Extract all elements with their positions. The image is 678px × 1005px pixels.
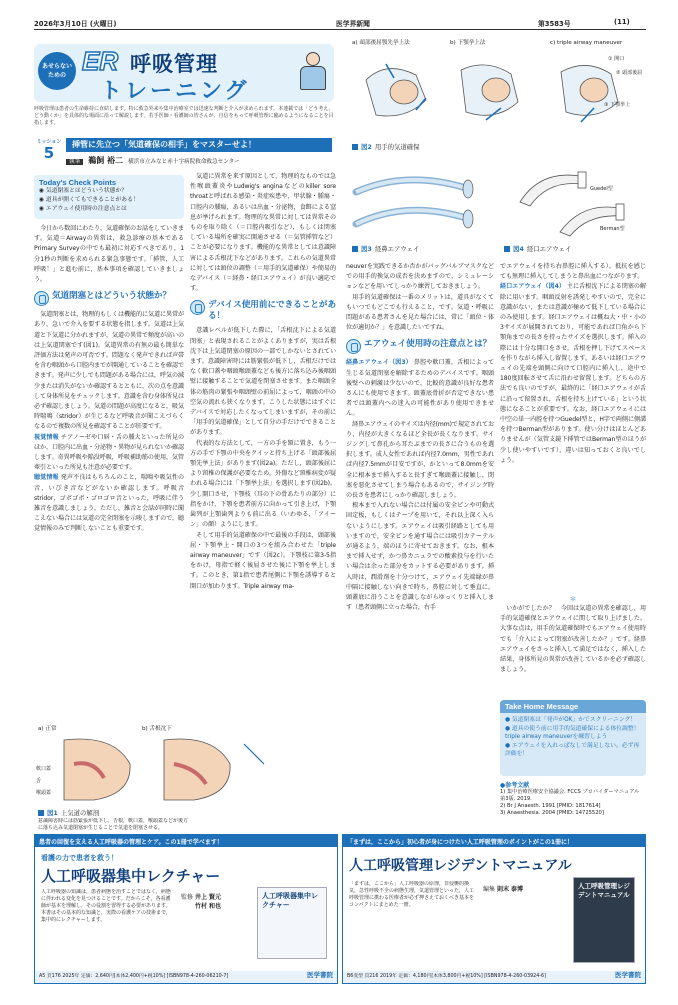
paragraph-listen: 聴覚情報 発声不良はもちろんのこと，喘鳴や吸気性の音，いびき音などがないか確認します。呼吸音stridor，ゴボゴボ・ゴロゴロ音といった，呼吸に伴う雑音を意識しましょう。ただし，雑音と会話が同時に聞こえない場合には気道の完全閉塞を示唆しますので，聴覚情報のみで判断しないことも重要です。 <box>34 474 184 533</box>
title-line2: トレーニング <box>100 79 250 104</box>
fig3-drawing <box>346 162 496 242</box>
ad-right-title: 人工呼吸管理レジデントマニュアル <box>349 858 572 874</box>
paragraph: 意識レベルが低下した際に，「舌根沈下による気道閉塞」と表現されることがよくありますが，実は舌根沈下は上気道閉塞の原因の一部でしかないとされています。意識障害時には筋緊張が低下し，舌根だけではなく軟口蓋や咽頭喉頭蓋なども後方に落ち込み後咽頭壁に接触することで気道を閉塞させます。また咽頭全体の筋肉の緊張や咽頭壁の前屈によって，咽頭の中の空気の流れも狭くなります。こうした状態にはすぐにデバイスで対応したくなってしまいますが，その前に「用手的気道確保」として自分の手だけでできることがあります。 <box>190 327 336 437</box>
paragraph-look: 視覚情報 チアノーゼや口唇・舌の腫大といった所見のほか，口腔内に出血・分泌物・異物が見られないか確認します。奇異呼吸や陥没呼吸，呼吸補助筋の使用，気管牽引といった所見も注意が必要です。 <box>34 433 184 472</box>
ad-right-body: 「まずは，ここから」人工呼吸器の原理，非侵襲的換気，急性呼吸不全の病態生理，気道管理といった，人工呼吸管理に携わる医療者が必ず押さえておくべき基本をコンパクトにまとめた一冊。 <box>349 881 475 908</box>
author-affiliation: 横浜市立みなと赤十字病院救命救急センター <box>128 159 240 165</box>
page-number: (11) <box>614 18 630 26</box>
fig2-drawing <box>346 50 646 140</box>
series-header <box>34 44 334 102</box>
ad-right-footer: B6変型 頁216 2019年 定価：4,180円[本体3,800円+税10%] [ISBN978-4-260-03924-6] 医学書院 <box>343 971 645 983</box>
fig2-caption <box>352 142 420 151</box>
ad-left[interactable] <box>34 834 338 984</box>
section-heading-1: 気道閉塞とはどういう状態か？ <box>34 291 184 306</box>
fig2-annotation-3: ③ 下顎挙上 <box>604 102 631 108</box>
paragraph-oral: 経口エアウェイ（図4） 主に舌根沈下による閉塞の解除に用います。咽頭反射を誘発しやすいので，完全に意識がない，または意識が極めて低下している場合にのみ使用します。経口エアウェイは概ね大・中・小の3サイズが展開されており，可能であれば口角から下顎角までの長さを持ったサイズを選択します。挿入の際には十分な開口をさせ，舌根を押し下げてスペースを作りながら挿入し留置します。あるいは経口エアウェイの先端を頭側に向けて口腔内に挿入し，途中で180度回転させて舌に沿わせ留置します。どちらの方法でも良いのですが，最終的に「経口エアウェイが舌に沿って留置され，舌根を持ち上げている」という状態になることが重要です。なお，経口エアウェイには中空の単一内腔を持つGuedel型と，H字で両側に側溝を持つBerman型があります。使い分けはほとんどありませんが（気管支鏡下挿管ではBerman型のほうが少し使いやすいです），違いは知っておくと良いでしょう。 <box>500 283 646 464</box>
title-main: 呼吸管理 <box>130 52 218 76</box>
ad-right-book-cover <box>573 877 635 963</box>
issue-number: 第3583号 <box>538 20 571 28</box>
fig1-name: 上気道の解剖 <box>60 809 100 817</box>
fig4-label-guedel: Guedel型 <box>590 186 613 192</box>
reference-item: 1) 集中治療医療安全協議会. FCCS プロバイダーマニュアル 第3版. 2019. <box>500 789 640 802</box>
fig2-name: 用手的気道確保 <box>374 143 420 151</box>
ad-left-book-cover <box>257 887 327 959</box>
paper-name: 医学界新聞 <box>336 20 370 28</box>
fig1-label-b: b) 舌根沈下 <box>142 726 172 732</box>
masthead <box>34 16 646 30</box>
fig4-label-berman: Berman型 <box>600 226 625 232</box>
take-home-item: ● 道具の使う前に用手的気道確保による体位調整！triple airway maneuverを練習しよう <box>505 725 640 740</box>
ad-left-banner: 患者の回復を支える人工呼吸器の管理とケア。この1冊で学べます！ <box>35 835 337 847</box>
section-heading-2: デバイス使用前にできることがある！ <box>190 300 336 322</box>
paragraph: 経鼻エアウェイのサイズは内径(mm)で規定されており，内径が大きくなるほど全長が長くなります。サイジングして鼻孔から耳たぶまでの長さに合うものを選択します。成人女性であれば内径7.0mm，男性であれば内径7.5mmが目安ですが，かといって8.0mmを安全に根本まで挿入すると長すぎて喉頭蓋に接触し，閉塞を悪化させてしまう場合もあるので，サイジング時の長さを患者にしっかり確認しましょう。 <box>346 420 494 500</box>
take-home-item: ● 気道閉塞は「発声がOK」かでスクリーニング！ <box>505 717 637 723</box>
fig2-panel-c-label: c) triple airway maneuver <box>550 40 623 46</box>
closing-divider: ＊ <box>569 595 577 603</box>
fig1-caption-title <box>38 808 99 817</box>
author-role: 執筆 <box>66 159 83 165</box>
check-point-item: ◉ 気道閉塞とはどういう状態か？ <box>39 188 128 194</box>
paragraph: 根本まで入れない場合には付属の安全ピンや可動式固定板，もしくはテープを用いて，それ以上深く入らないようにします。エアウェイは吸引経路としても用いますので，安全ピンを通す場合には吸引カテーテルが通るよう，端のほうに寄せておきます。なお，根本まで挿入せず，かつ鼻カニュラでの酸素投与を行いたい場合は余った部分をカットする必要があります。挿入時は，潤滑剤を十分つけて，エアウェイ先端縁が鼻中隔に接触しない向きで時ち，鼻腔に対して垂直に，頭蓋底に沿うことを意識しながらゆっくりと挿入します（患者頭側に立った場合，右手 <box>346 502 494 612</box>
ad-left-editors: 監修 井上 賢元 竹村 和也 <box>181 894 222 910</box>
ad-left-body: 人工呼吸器の知識は，患者病態を治すことではなく，病態に伴われる変化を見つけることです。だからこそ，各看護師が基本を理解し，その役割を習得する必要があります。本書はその基本的な知識と，実際の看護ケアの技術まで，集中的にレクチャーします。 <box>41 889 171 923</box>
fig4-number: 図4 <box>513 245 524 253</box>
paragraph: neuverを実践できるか否かがバッグバルブマスクなどでの用手的換気の成否を決めますので，シミュレーションなどを用いてしっかり練習しておきましょう。 <box>346 263 494 291</box>
fig1-label-a: a) 正常 <box>38 726 57 732</box>
mission-title: 挿管に先立つ「気道確保の相手」をマスターせよ！ <box>66 138 332 152</box>
figure-4 <box>500 162 646 257</box>
column-3-body <box>346 262 494 828</box>
take-home-box <box>500 700 646 776</box>
fig2-number: 図2 <box>361 143 372 151</box>
section-heading-3: エアウェイ使用時の注意点とは？ <box>346 339 494 354</box>
reference-item: 2) Br J Anaesth. 1991 [PMID: 1817614] <box>500 803 601 809</box>
fig3-name: 経鼻エアウェイ <box>374 245 420 253</box>
fig1-caption-text: 意識障害時には筋緊張が低下し，舌根，軟口蓋，喉頭蓋などが後方に落ち込み気道閉塞が生じることで気道を閉塞させる。 <box>38 818 188 831</box>
fig2-annotation-1: ① 開口 <box>608 56 625 62</box>
fig3-caption <box>352 244 419 253</box>
paragraph: そして用手的気道確保の中で最後の手段は，頭部後屈・下顎挙上・開口の3つを組み合わせた「triple airway maneuver」です（図2c）。下顎枝に第3-5指をかけ，母指で軽く後屈させた後に下顎を挙上します。このとき，第1指で患者尾側に下顎を誘導すると開口が加わります。Triple airway ma- <box>190 531 336 590</box>
fig1-label-tongue: 舌 <box>36 778 42 784</box>
column-1-body <box>34 224 184 724</box>
fig1-label-epiglottis: 喉頭蓋 <box>36 790 52 796</box>
lead-paragraph: 今日から数回にわたり，気道確保のお話をしていきます。気道＝Airwayの異常は，救急診療の基本であるPrimary Surveyの中でも最初に対応すべきであり，1分1秒の判断を求められる緊急事態です。「挿管，人工呼吸！」と進む前に，基本事項を確認していきましょう。 <box>34 225 184 284</box>
check-points-box <box>34 175 184 219</box>
ad-left-publisher: 医学書院 <box>307 971 333 979</box>
paragraph: 気道閉塞とは，物理的もしくは機能的に気道に異常があり，急いで介入を要する状態を指します。気道は上気道と下気道に分かれますが，気道の異常で頻度が高いのは上気道閉塞です(図1)。気道異常の有無の最も簡単な評価方法は発声の可否です。問題なく発声できれば声帯を含む咽頭から口腔内までが開通していることを確認できます。発声に少しでも問題がある場合には，呼気の減少または消失がないか確認するとともに，次の点を意識して身体所見をチェックします。意識を含む身体所見は必ず確認しましょう。気道の問題が高度になると，吸気時喘鳴（stridor）が生じるなど呼吸音が聞こえづらくなるので複数の所見を確認することが肝要です。 <box>34 311 184 431</box>
ad-right-banner: 「まずは，ここから」初心者が身につけたい人工呼吸管理のポイントがこの1冊に！ <box>343 835 645 847</box>
fig2-panel-b-label: b) 下顎挙上法 <box>450 40 486 46</box>
device-icon <box>190 300 205 315</box>
ad-left-footer: A5 頁176 2025年 定価：2,640円[本体2,400円+税10%] [ISBN978-4-260-06210-7] 医学書院 <box>35 971 337 983</box>
fig3-number: 図3 <box>361 245 372 253</box>
paragraph: でエアウェイを持ち右鼻腔に挿入する）。抵抗を感じても無理に挿入してしまうと鼻出血につながります。 <box>500 263 646 281</box>
column-2-body <box>190 172 336 828</box>
check-point-item: ◉ エアウェイ使用時の注意点とは <box>39 206 127 212</box>
check-point-item: ◉ 道具が開くてもできることがある！ <box>39 197 139 203</box>
fig4-name: 経口エアウェイ <box>526 245 572 253</box>
mission-bar <box>34 138 334 172</box>
column-4-body <box>500 262 646 592</box>
series-title <box>82 46 332 104</box>
figure-3 <box>346 162 496 257</box>
ad-left-kicker: 看護の力で患者を救う！ <box>41 854 118 862</box>
paragraph-nasal: 経鼻エアウェイ（図3） 鼻腔や軟口蓋，舌根によって生じる気道閉塞を解除するためのデバイスです。咽頭後壁への刺激は少ないので，比較的意識が良好な患者さんにも使用できます。頭蓋底骨折が否定できない患者では頭蓋内への迷入の可能性があり使用できません。 <box>346 359 494 418</box>
figure-2 <box>346 40 646 155</box>
reference-item: 3) Anaesthesia. 2004 [PMID: 14725520] <box>500 810 604 816</box>
series-tag: あせらない ための <box>41 63 72 79</box>
series-tag-badge <box>38 52 76 90</box>
fig4-caption <box>504 244 571 253</box>
airway-icon <box>346 339 361 354</box>
ad-right-editors: 編集 則末 泰博 <box>483 886 524 893</box>
fig2-panel-a-label: a) 頭部後屈顎先挙上法 <box>352 40 410 46</box>
author-line <box>66 155 332 167</box>
closing-paragraph: いかがでしたか？ 今回は気道の異常を確認し，用手的気道確保とエアウェイに関して取り上げました。大事な点は，用手的気道確保時でもエアウェイ使用時でも「介入によって閉塞が改善したか？」です。経鼻エアウェイをさっと挿入して満足ではなく，挿入した結果，身体所見の異常が改善しているかを必ず確認しましょう。 <box>500 605 646 674</box>
title-er: ER <box>82 46 119 76</box>
paragraph: 代表的な方法として，一方の手を額に置き，もう一方の手で下顎の中央をクイッと持ち上げる「頭部後屈顎先挙上法」があります(図2a)。ただし，頭部後屈により頸椎の保護が必要なため，外傷など頸椎病変が疑われる場合には「下顎挙上法」を選択します(図2b)。少し開口させ，下顎枝（耳の下の骨あたりの部分）に指をかけ，下顎を患者前方に向かって引き上げ，下顎歯列が上顎歯列よりも前に出る（いわゆる，「アイーン」の顔）ようにします。 <box>190 439 336 529</box>
ad-right-publisher: 医学書院 <box>615 971 641 979</box>
ad-right[interactable] <box>342 834 646 984</box>
mission-badge <box>34 138 64 168</box>
paragraph: 気道に異常を来す原因として，物理的なものでは急性喉頭蓋炎やLudwig's anginaなどのkiller sore throatと呼ばれる感染・炎症疾患や，甲状腺・腫瘍・口腔内の腫瘍，あるいは出血・分泌物，食餌による窒息が挙げられます。物理的な異常に対しては異常そのものを取り除く（＝口腔内吸引など），もしくは閉塞している場所を確実に開通させる（＝気管挿管など）ことが必要になります。機能的な異常としては意識障害による舌根沈下などがあります。これらの気道異常に対しては頭位の調整（＝用手的気道確保）や簡易的なデバイス（＝経鼻・経口エアウェイ）が良い適応です。 <box>190 173 336 293</box>
lung-icon <box>34 291 49 306</box>
check-points-title: Today's Check Points <box>39 178 117 187</box>
references <box>500 780 646 826</box>
fig2-annotation-2: ② 頭部後屈 <box>616 70 643 76</box>
series-intro: 呼吸管理は患者の生命維持に直結します。特に救急外来や集中治療室では迅速な判断と介入が求められます。本連載では「どう考え、どう動くか」を具体的な場面に沿って解説します。若手医師・看護師の皆さんが、自信をもって呼吸管理に臨めるようになることを目指します。 <box>34 106 334 126</box>
author-name: 鵜飼 裕二 <box>88 156 124 165</box>
paragraph: 用手的気道確保は一番のメリットは，道具がなくてもいつでもどこでも行えること，です。気道・呼吸に問題がある患者さんを見た場合には，常に「頭位・体位が適切か？」を意識したいですね。 <box>346 293 494 332</box>
mission-number: 5 <box>43 144 55 162</box>
take-home-item: ● エアウェイを入れっぱなしで満足しない。必ず再評価を！ <box>505 742 640 757</box>
ad-left-title: 人工呼吸器集中レクチャー <box>41 867 221 885</box>
ad-left-cover-title: 人工呼吸器集中レクチャー <box>262 892 318 909</box>
ad-right-cover-title: 人工呼吸管理レジデントマニュアル <box>578 882 630 899</box>
take-home-title: Take Home Message <box>500 700 646 713</box>
fig1-label-soft-palate: 軟口蓋 <box>36 766 52 772</box>
header-illustration <box>296 52 332 94</box>
fig1-number: 図1 <box>47 809 58 817</box>
mission-label: ミッション <box>36 139 62 145</box>
references-title: ●参考文献 <box>500 782 530 789</box>
issue-date: 2026年3月10日 (火曜日) <box>34 20 117 28</box>
